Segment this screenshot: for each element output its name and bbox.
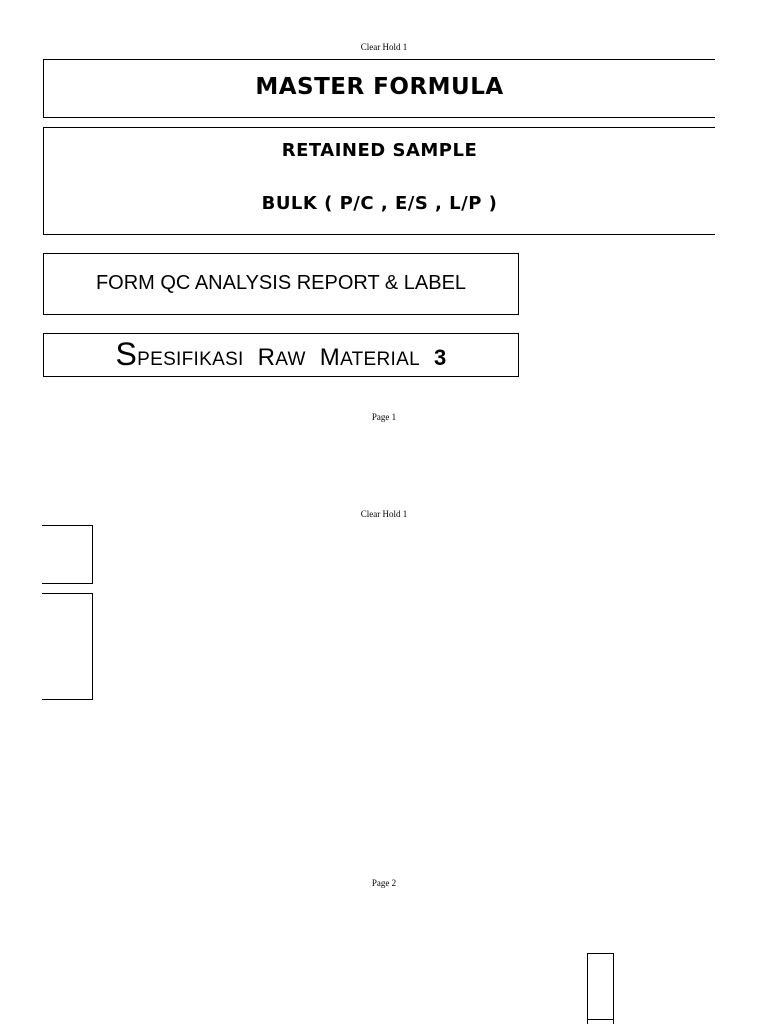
spesifikasi-box [43, 333, 519, 377]
bulk-line: BULK ( P/C , E/S , L/P ) [261, 193, 498, 214]
form-qc-box [43, 253, 519, 315]
retained-sample-line: RETAINED SAMPLE [281, 140, 478, 161]
page1-header: Clear Hold 1 [360, 42, 408, 52]
page1-footer: Page 1 [371, 412, 397, 422]
spec-number: 3 [433, 345, 447, 370]
retained-sample-box [43, 127, 715, 235]
page2-footer: Page 2 [371, 878, 397, 888]
page2-retained-box-fragment [42, 593, 93, 700]
form-qc-label: FORM QC ANALYSIS REPORT & LABEL [95, 272, 467, 294]
spec-word1-rest: PESIFIKASI [137, 349, 244, 370]
master-formula-box [43, 59, 715, 118]
master-formula-title: MASTER FORMULA [255, 74, 504, 100]
page2-title-box-fragment [42, 525, 93, 584]
spec-word3-initial: M [319, 344, 341, 371]
spec-word2-initial: R [257, 344, 276, 371]
page2-header: Clear Hold 1 [360, 509, 408, 519]
spec-word3-rest: ATERIAL [340, 349, 420, 370]
page3-box-fragment-lower [587, 1019, 614, 1024]
spec-word1-initial: S [115, 336, 138, 372]
spec-word2-rest: AW [275, 349, 306, 370]
spesifikasi-title [44, 336, 518, 373]
page3-box-fragment-upper [587, 953, 614, 1020]
